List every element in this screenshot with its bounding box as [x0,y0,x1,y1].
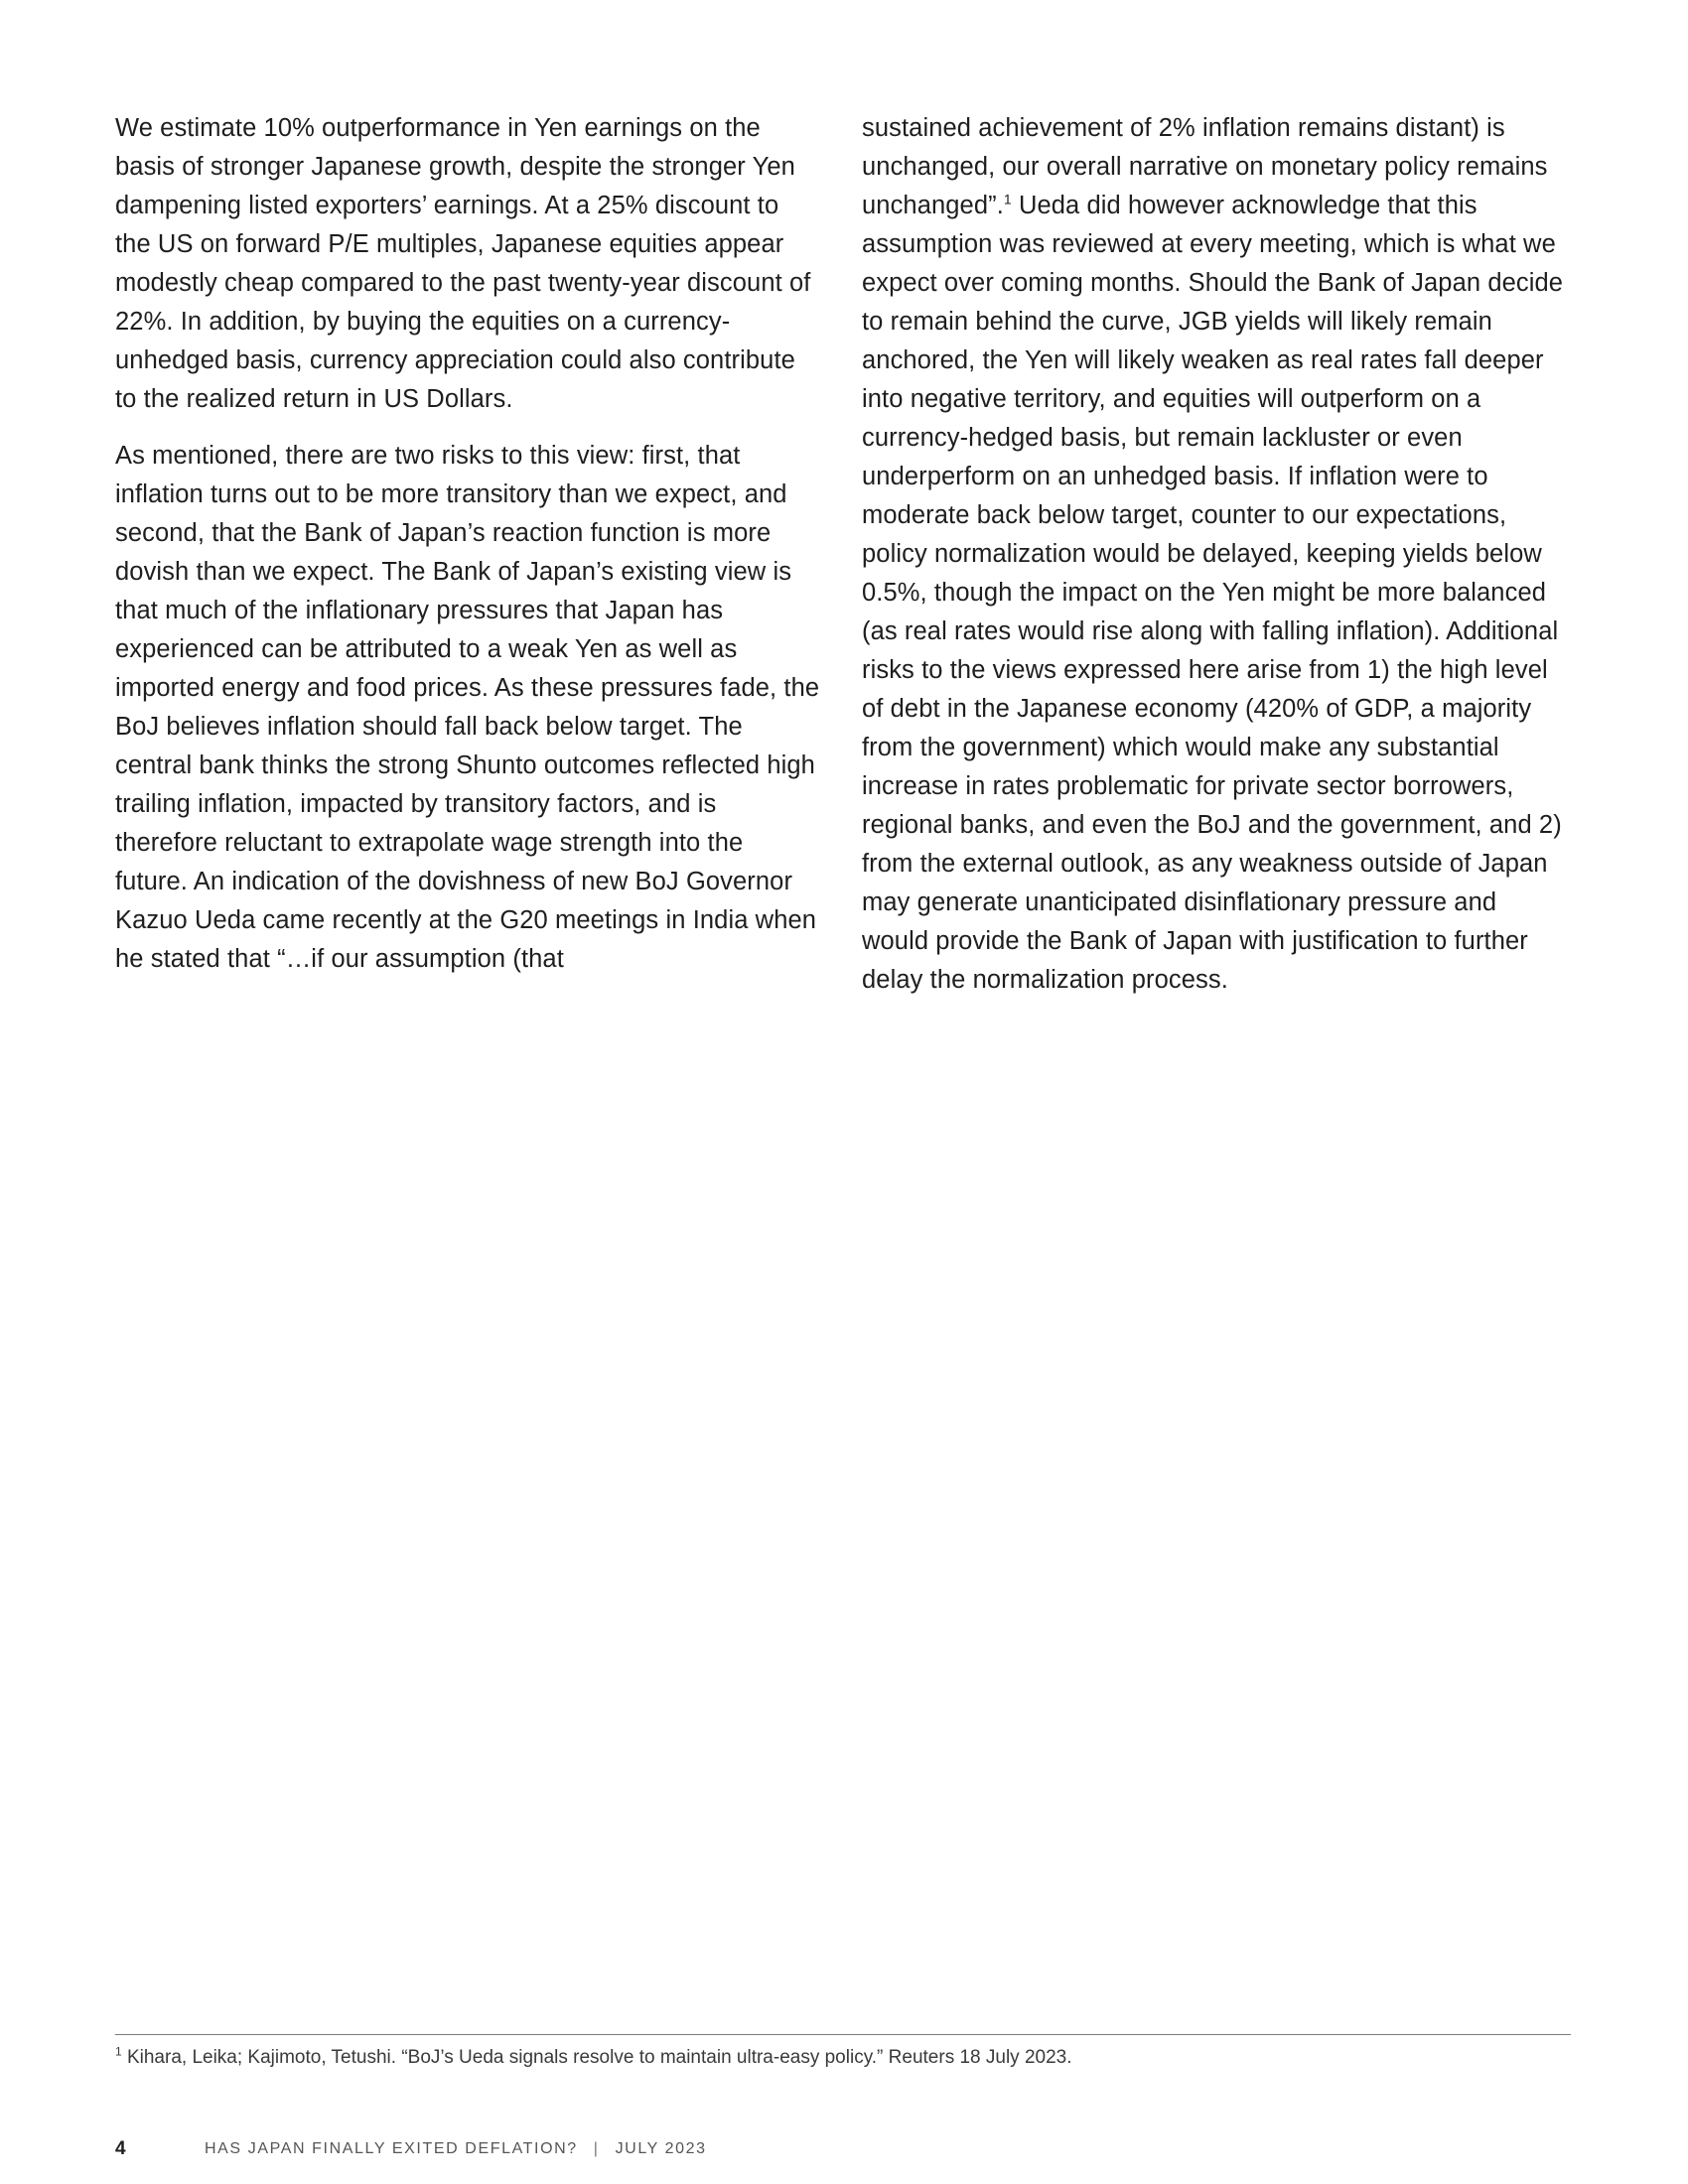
paragraph-text-after-ref: Ueda did however acknowledge that this assumption was reviewed at every meeting, which is what we expect over coming months. Should the Bank of Japan decide to remain behind the curve, JGB yields will likely remain anchored, the Yen will likely weaken as real rates fall deeper into negative territory, and equities will outperform on a currency-hedged basis, but remain lackluster or even underperform on an unhedged basis. If inflation were to moderate back below target, counter to our expectations, policy normalization would be delayed, keeping yields below 0.5%, though the impact on the Yen might be more balanced (as real rates would rise along with falling inflation). Additional risks to the views expressed here arise from 1) the high level of debt in the Japanese economy (420% of GDP, a majority from the government) which would make any substantial increase in rates problematic for private sector borrowers, regional banks, and even the BoJ and the government, and 2) from the external outlook, as any weakness outside of Japan may generate unanticipated disinflationary pressure and would provide the Bank of Japan with justification to further delay the normalization process. [862,192,1564,994]
footnote [115,2045,1072,2071]
right-column [862,109,1567,1018]
footer-separator: | [593,2140,600,2157]
footnote-divider [115,2034,1571,2035]
footnote-marker: 1 [115,2044,122,2059]
page-footer [115,2136,707,2162]
publication-date: JULY 2023 [615,2140,707,2157]
footnote-text: Kihara, Leika; Kajimoto, Tetushi. “BoJ’s Ueda signals resolve to maintain ultra-easy policy.” Reuters 18 July 2023. [121,2047,1072,2068]
body-paragraph-1: We estimate 10% outperformance in Yen earnings on the basis of stronger Japanese growth, despite the stronger Yen dampening listed exporters’ earnings. At a 25% discount to the US on forward P/E multiples, Japanese equities appear modestly cheap compared to the past twenty-year discount of 22%. In addition, by buying the equities on a currency-unhedged basis, currency appreciation could also contribute to the realized return in US Dollars. [115,114,811,413]
left-column [115,109,820,997]
paragraph-text-before-ref: sustained achievement of 2% inflation remains distant) is unchanged, our overall narrative on monetary policy remains unchanged”. [862,114,1548,219]
body-paragraph-3 [862,109,1567,1000]
body-paragraph-2: As mentioned, there are two risks to this view: first, that inflation turns out to be more transitory than we expect, and second, that the Bank of Japan’s reaction function is more dovish than we expect. The Bank of Japan’s existing view is that much of the inflationary pressures that Japan has experienced can be attributed to a weak Yen as well as imported energy and food prices. As these pressures fade, the BoJ believes inflation should fall back below target. The central bank thinks the strong Shunto outcomes reflected high trailing inflation, impacted by transitory factors, and is therefore reluctant to extrapolate wage strength into the future. An indication of the dovishness of new BoJ Governor Kazuo Ueda came recently at the G20 meetings in India when he stated that “…if our assumption (that [115,442,820,973]
publication-title: HAS JAPAN FINALLY EXITED DEFLATION? [205,2140,578,2157]
footnote-reference[interactable]: 1 [1003,191,1012,207]
page-number: 4 [115,2138,126,2159]
